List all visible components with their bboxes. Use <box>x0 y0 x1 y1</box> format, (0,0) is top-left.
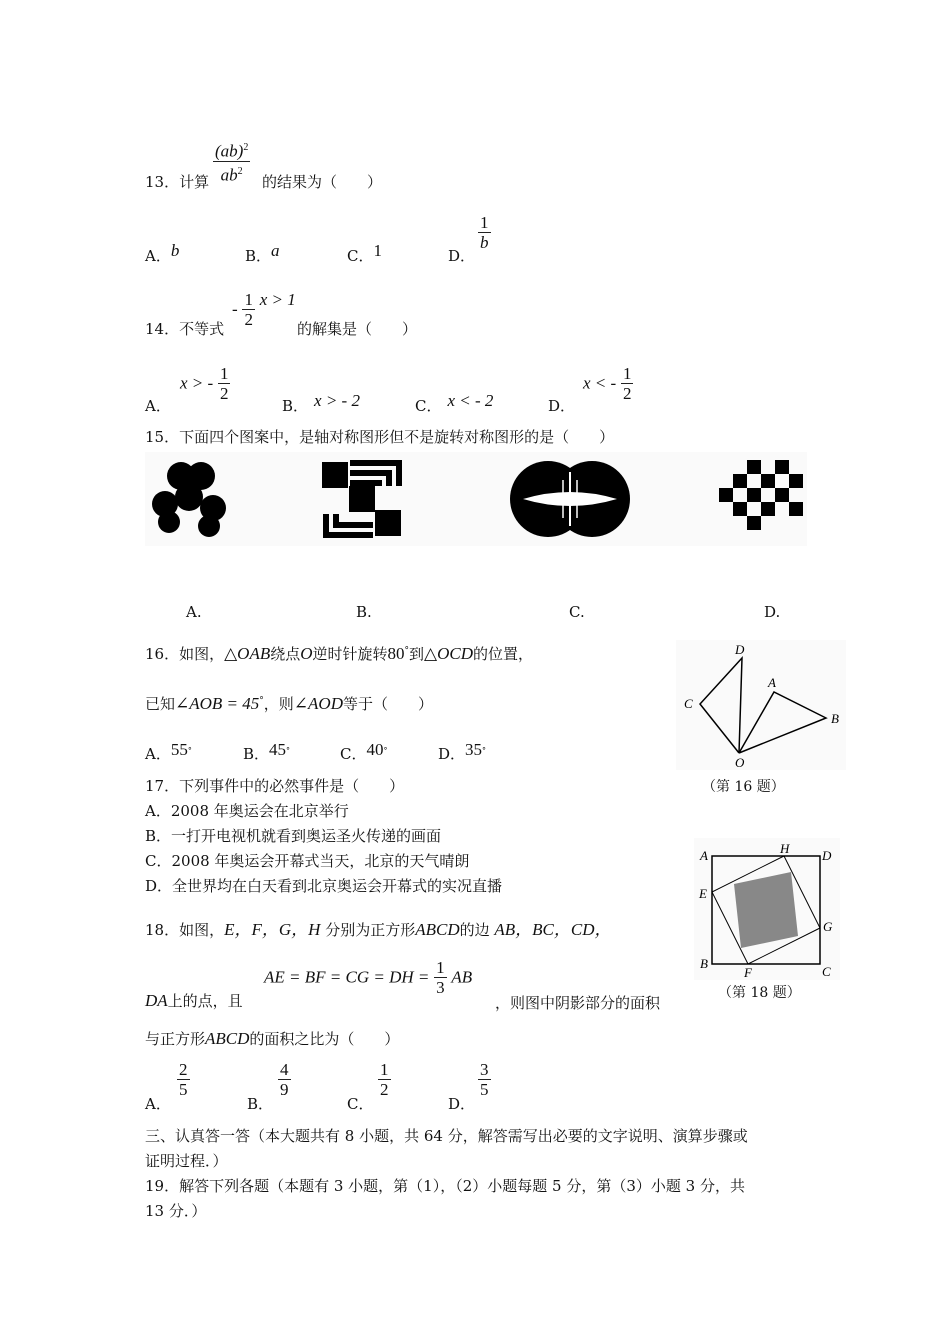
section3-line2: 证明过程．） <box>145 1152 228 1170</box>
q15-label-a: A. <box>186 603 202 621</box>
q18-option-c-frac <box>378 1060 391 1099</box>
q19-line2: 13 分．） <box>145 1202 207 1220</box>
q17-stem: 17．下列事件中的必然事件是（ ） <box>145 777 405 795</box>
q16-option-a: A．55° <box>145 740 192 763</box>
q18-figure <box>694 838 840 980</box>
q18-option-d-frac <box>478 1060 491 1099</box>
fig18-label-a: A <box>700 848 708 863</box>
fig18-label-g: G <box>823 919 833 934</box>
q14-option-d-expr <box>583 364 633 403</box>
frac-den: 2 <box>622 384 632 403</box>
q16-option-b: B．45° <box>243 740 291 763</box>
q14-stem-suffix: 的解集是（ ） <box>297 320 418 338</box>
math: ∠AOD <box>293 694 343 713</box>
expr-lhs: x < - <box>583 373 617 393</box>
fig18-label-c: C <box>822 964 831 979</box>
option-label: C． <box>415 397 442 415</box>
section3-line1: 三、认真答一答（本大题共有 8 小题，共 64 分，解答需写出必要的文字说明、演算步骤或 <box>145 1127 748 1145</box>
math: ABCD <box>415 920 460 939</box>
q16-line1: 16．如图，△OAB绕点O逆时针旋转80°到△OCD的位置， <box>145 644 534 663</box>
q14-option-b <box>282 391 360 416</box>
q13-stem-suffix: 的结果为（ ） <box>262 173 383 191</box>
text: 绕点 <box>270 645 301 663</box>
q17-option-d: D．全世界均在白天看到北京奥运会开幕式的实况直播 <box>145 877 503 895</box>
q16-figure <box>676 640 846 770</box>
q18-option-d-label: D． <box>448 1095 476 1113</box>
fig16-label-b: B <box>831 711 839 726</box>
text: 到 <box>409 645 425 663</box>
math: AE = BF = CG = DH = <box>264 967 430 987</box>
q18-caption: （第 18 题） <box>718 985 801 1001</box>
expr-lhs: x > - <box>180 373 214 393</box>
option-label: A． <box>145 247 171 265</box>
option-value: 55 <box>170 740 188 759</box>
q17-option-a: A．2008 年奥运会在北京举行 <box>145 802 349 820</box>
fig16-label-c: C <box>684 696 693 711</box>
text: ，则 <box>263 695 294 713</box>
frac-num: 1 <box>219 364 229 383</box>
q15-figures <box>145 452 807 546</box>
text: 分别为正方形 <box>325 921 416 939</box>
q18-line1 <box>145 915 612 940</box>
frac-num: 3 <box>480 1060 489 1079</box>
q13-option-a <box>145 241 180 266</box>
option-value: b <box>170 241 180 260</box>
q13-stem-prefix: 13．计算 <box>145 173 210 191</box>
q18-option-a-frac <box>177 1060 190 1099</box>
math: AB <box>451 967 473 987</box>
q16-caption: （第 16 题） <box>702 779 785 795</box>
q13-option-d-fraction <box>478 213 491 252</box>
q13-option-b <box>245 241 280 266</box>
q15-stem: 15．下面四个图案中，是轴对称图形但不是旋转对称图形的是（ ） <box>145 428 615 446</box>
q18-line3 <box>145 1028 399 1049</box>
fig18-label-f: F <box>744 965 752 980</box>
option-label: D． <box>438 745 466 763</box>
fig18-label-d: D <box>822 848 832 863</box>
math: ∠AOB = 45 <box>175 694 260 713</box>
frac-den: 3 <box>436 978 445 997</box>
q14-option-c <box>415 391 494 416</box>
q14-option-a-label: A． <box>145 397 171 415</box>
q14-stem-prefix: 14．不等式 <box>145 320 225 338</box>
option-value: a <box>271 241 280 260</box>
text: 等于（ ） <box>342 695 433 713</box>
q18-option-a-label: A． <box>145 1095 171 1113</box>
text: 18．如图， <box>145 921 225 939</box>
frac-den: 5 <box>179 1080 188 1099</box>
option-label: A． <box>145 745 171 763</box>
frac-num: 1 <box>622 364 632 383</box>
q15-label-c: C. <box>569 603 585 621</box>
q15-label-b: B. <box>356 603 372 621</box>
q14-option-d-label: D． <box>548 397 576 415</box>
q17-option-b: B．一打开电视机就看到奥运圣火传递的画面 <box>145 827 442 845</box>
q13-frac-num-exp: 2 <box>243 142 249 153</box>
text: 上的点，且 <box>167 992 243 1010</box>
q13-frac-den: ab <box>220 165 238 185</box>
frac-den: 9 <box>280 1080 289 1099</box>
fig18-label-e: E <box>699 886 707 901</box>
ineq-num: 1 <box>244 290 253 309</box>
math: E，F，G，H <box>224 920 321 939</box>
frac-den: 5 <box>480 1080 489 1099</box>
math: DA <box>145 991 168 1010</box>
q18-option-c-label: C． <box>347 1095 374 1113</box>
option-value: 45 <box>269 740 287 759</box>
q16-line2: 已知∠AOB = 45°，则∠AOD等于（ ） <box>145 694 433 713</box>
frac-den: b <box>480 233 489 252</box>
math: 80 <box>387 644 405 663</box>
q13-frac-den-exp: 2 <box>237 165 243 177</box>
q16-option-c: C．40° <box>340 740 388 763</box>
frac-num: 1 <box>380 1060 389 1079</box>
q13-frac-num: (ab) <box>215 141 244 161</box>
q14-option-a-expr <box>180 364 230 403</box>
option-value: x < - 2 <box>447 391 494 410</box>
ineq-rest: x > 1 <box>259 289 296 309</box>
math: O <box>300 644 313 663</box>
fig16-label-o: O <box>735 755 745 770</box>
q15-figure-c <box>510 461 630 537</box>
math: △OAB <box>224 644 271 663</box>
text: 已知 <box>145 695 176 713</box>
q18-option-b-frac <box>278 1060 291 1099</box>
option-label: B． <box>245 247 272 265</box>
q15-label-d: D. <box>764 603 781 621</box>
option-value: x > - 2 <box>314 391 360 410</box>
frac-num: 4 <box>280 1060 289 1079</box>
q18-line2-end: ，则图中阴影部分的面积 <box>495 994 661 1012</box>
text: 16．如图， <box>145 645 225 663</box>
text: 的面积之比为（ ） <box>249 1030 400 1048</box>
frac-num: 1 <box>480 213 489 232</box>
math: ABCD <box>205 1029 250 1048</box>
option-label: C． <box>347 247 374 265</box>
option-value: 35 <box>465 740 483 759</box>
ineq-sign: - <box>232 299 238 319</box>
frac-num: 2 <box>179 1060 188 1079</box>
option-label: B． <box>282 397 309 415</box>
option-label: B． <box>243 745 270 763</box>
q13-fraction <box>213 138 250 184</box>
q17-option-c: C．2008 年奥运会开幕式当天，北京的天气晴朗 <box>145 852 470 870</box>
frac-den: 2 <box>380 1080 389 1099</box>
text: 与正方形 <box>145 1030 206 1048</box>
option-value: 1 <box>373 241 382 260</box>
option-value: 40 <box>366 740 384 759</box>
math: △OCD <box>424 644 474 663</box>
frac-den: 2 <box>219 384 229 403</box>
q18-equation <box>264 958 472 997</box>
q19-line1: 19．解答下列各题（本题有 3 小题，第（1），（2）小题每题 5 分，第（3）小题 3 分，共 <box>145 1177 745 1195</box>
option-label: C． <box>340 745 367 763</box>
ineq-den: 2 <box>244 310 253 329</box>
fig16-label-d: D <box>735 642 745 657</box>
q13-option-d-label: D． <box>448 247 476 265</box>
q18-option-b-label: B． <box>247 1095 274 1113</box>
q13-option-c <box>347 241 382 266</box>
frac-num: 1 <box>436 958 445 977</box>
fig18-label-h: H <box>780 841 790 856</box>
text: 的位置， <box>473 645 534 663</box>
text: 的边 <box>459 921 490 939</box>
text: 逆时针旋转 <box>312 645 388 663</box>
fig18-label-b: B <box>700 956 708 971</box>
fig16-label-a: A <box>768 675 776 690</box>
math: AB，BC，CD， <box>494 920 612 939</box>
q16-option-d: D．35° <box>438 740 487 763</box>
q18-line2-start <box>145 990 243 1011</box>
q14-inequality <box>232 290 296 329</box>
